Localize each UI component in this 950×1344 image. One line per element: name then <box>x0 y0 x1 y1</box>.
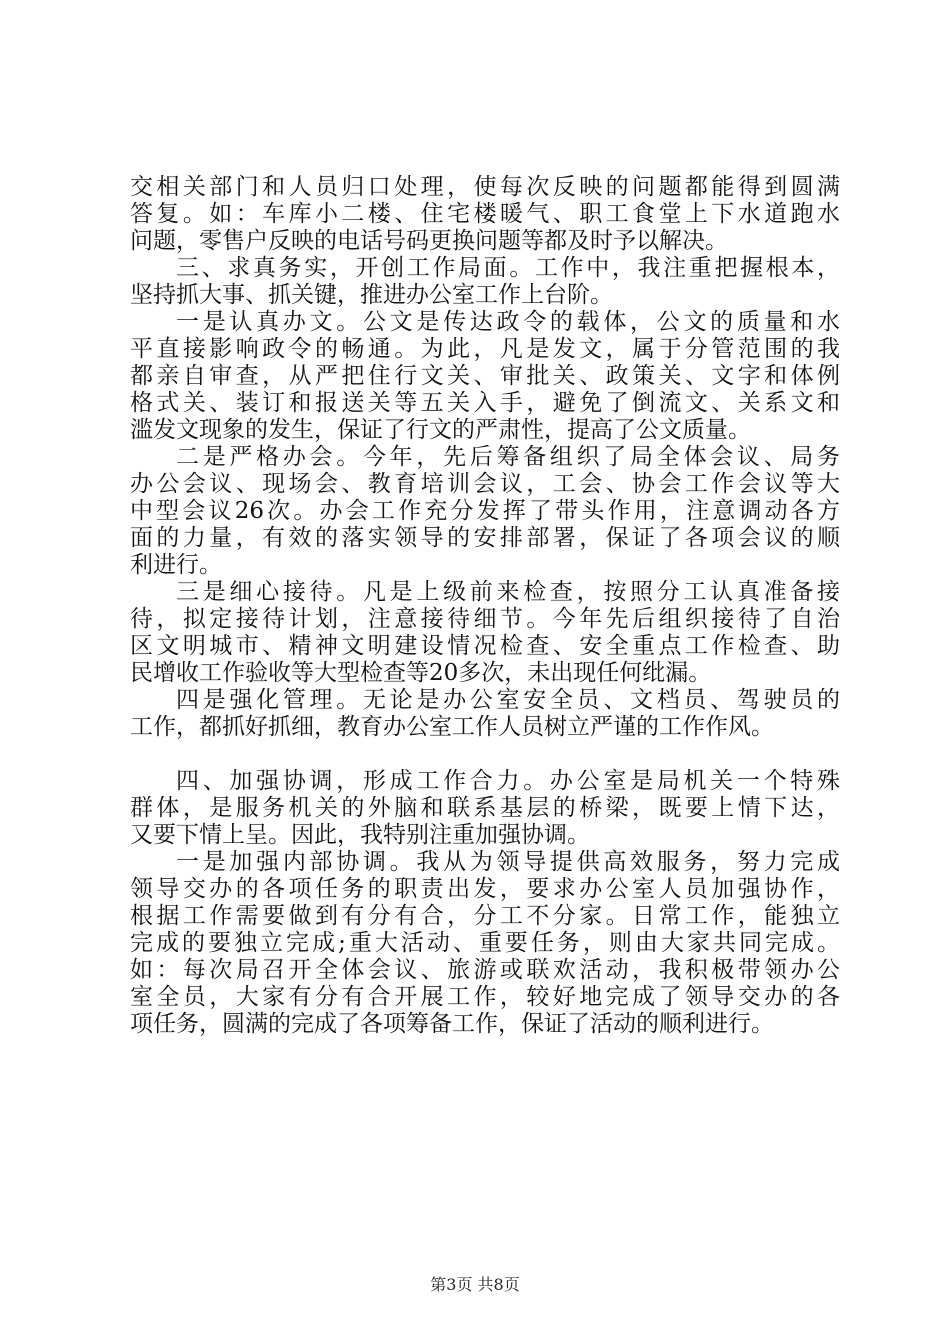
text-line: 一是认真办文。公文是传达政令的载体，公文的质量和水 <box>176 309 840 335</box>
text-line: 滥发文现象的发生，保证了行文的严肃性，提高了公文质量。 <box>130 417 751 443</box>
paragraph-spacer <box>130 741 840 768</box>
text-line: 三、求真务实，开创工作局面。工作中，我注重把握根本， <box>176 255 840 281</box>
text-line: 中型会议26次。办会工作充分发挥了带头作用，注意调动各方 <box>130 498 840 524</box>
text-line: 利进行。 <box>130 552 222 578</box>
text-line: 室全员，大家有分有合开展工作，较好地完成了领导交办的各 <box>130 984 840 1010</box>
text-line: 一是加强内部协调。我从为领导提供高效服务，努力完成 <box>176 849 840 875</box>
text-line: 区文明城市、精神文明建设情况检查、安全重点工作检查、助 <box>130 633 840 659</box>
text-line: 三是细心接待。凡是上级前来检查，按照分工认真准备接 <box>176 579 840 605</box>
text-line: 群体，是服务机关的外脑和联系基层的桥梁，既要上情下达， <box>130 795 840 821</box>
text-line: 四、加强协调，形成工作合力。办公室是局机关一个特殊 <box>176 768 840 794</box>
text-line: 如：每次局召开全体会议、旅游或联欢活动，我积极带领办公 <box>130 957 840 983</box>
text-line: 领导交办的各项任务的职责出发，要求办公室人员加强协作， <box>130 876 840 902</box>
text-line: 民增收工作验收等大型检查等20多次，未出现任何纰漏。 <box>130 660 712 686</box>
page-number-footer: 第3页 共8页 <box>430 1275 520 1294</box>
text-line: 面的力量，有效的落实领导的安排部署，保证了各项会议的顺 <box>130 525 840 551</box>
paragraph <box>130 444 840 579</box>
text-line: 格式关、装订和报送关等五关入手，避免了倒流文、关系文和 <box>130 390 840 416</box>
text-line: 四是强化管理。无论是办公室安全员、文档员、驾驶员的 <box>176 687 840 713</box>
text-line: 又要下情上呈。因此，我特别注重加强协调。 <box>130 822 590 848</box>
text-line: 二是严格办会。今年，先后筹备组织了局全体会议、局务 <box>176 444 840 470</box>
text-line: 问题，零售户反映的电话号码更换问题等都及时予以解决。 <box>130 228 728 254</box>
paragraph <box>130 309 840 444</box>
text-line: 项任务，圆满的完成了各项筹备工作，保证了活动的顺利进行。 <box>130 1011 774 1037</box>
text-line: 交相关部门和人员归口处理，使每次反映的问题都能得到圆满 <box>130 174 840 200</box>
document-body <box>130 174 840 1038</box>
paragraph <box>130 768 840 849</box>
text-line: 都亲自审查，从严把住行文关、审批关、政策关、文字和体例 <box>130 363 840 389</box>
text-line: 答复。如：车库小二楼、住宅楼暖气、职工食堂上下水道跑水 <box>130 201 840 227</box>
paragraph <box>130 849 840 1038</box>
paragraph <box>130 687 840 741</box>
text-line: 根据工作需要做到有分有合，分工不分家。日常工作，能独立 <box>130 903 840 929</box>
paragraph <box>130 579 840 687</box>
text-line: 坚持抓大事、抓关键，推进办公室工作上台阶。 <box>130 282 613 308</box>
paragraph <box>130 255 840 309</box>
text-line: 工作，都抓好抓细，教育办公室工作人员树立严谨的工作作风。 <box>130 714 774 740</box>
text-line: 待，拟定接待计划，注意接待细节。今年先后组织接待了自治 <box>130 606 840 632</box>
text-line: 平直接影响政令的畅通。为此，凡是发文，属于分管范围的我 <box>130 336 840 362</box>
paragraph <box>130 174 840 255</box>
text-line: 完成的要独立完成;重大活动、重要任务，则由大家共同完成。 <box>130 930 840 956</box>
text-line: 办公会议、现场会、教育培训会议，工会、协会工作会议等大 <box>130 471 840 497</box>
